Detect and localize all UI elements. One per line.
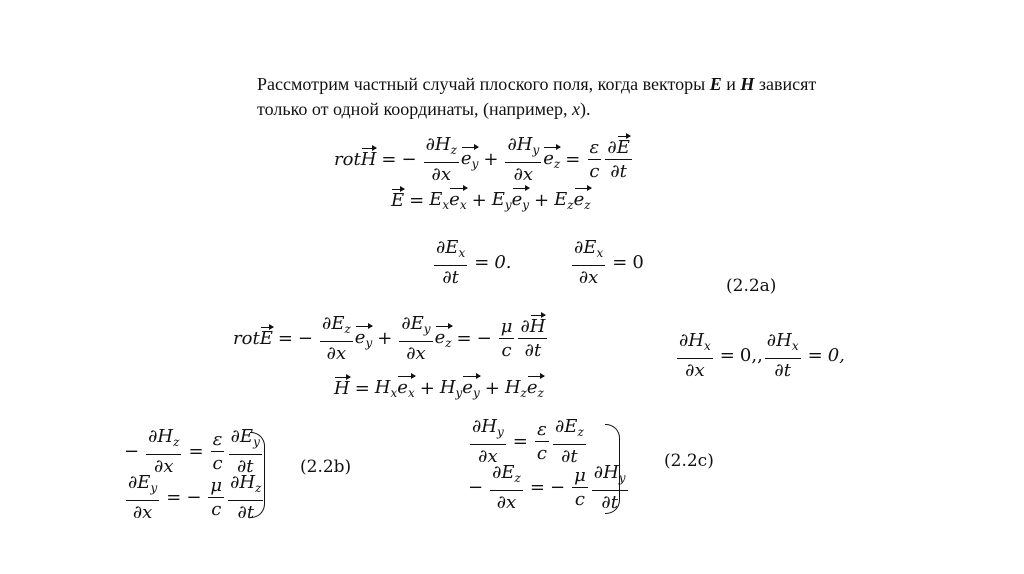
brace-right-c: [605, 424, 620, 514]
equation-e-vector: E = $E_x$ $e_x$ + $E_y$ $e_y$ + $E_z$ $e_z$: [391, 188, 591, 212]
zero-italic: 0.: [494, 252, 512, 273]
brace-right-b: [250, 432, 265, 518]
equation-label-c: (2.2c): [664, 451, 714, 471]
intro-line2a: только от одной координаты, (например,: [257, 99, 572, 119]
equation-h-vector: H = $H_x$ $e_x$ + $H_y$ $e_y$ + $H_z$ $e_z$: [334, 376, 544, 400]
intro-part2: зависят: [754, 74, 817, 94]
intro-and: и: [721, 74, 741, 94]
zero-value: 0: [632, 252, 644, 273]
system-2-2b: − $\frac{\partial H_z}{\partial x}$ = $\frac{\varepsilon}{c}$ $\frac{\partial E_y}{\partial t}$ $\frac{\partial E_y}{\partial x}$ = − $\frac{\mu}{c}$ $\frac{\partial H_z}{\partial t}$: [124, 425, 262, 523]
equation-dex-dx: $\frac{\partial E_x}{\partial x}$ = 0: [574, 237, 644, 288]
intro-H: H: [740, 74, 755, 94]
equation-dex-dt: $\frac{\partial E_x}{\partial t}$ = 0.: [436, 237, 512, 288]
equation-rot-h: rot H = − $\frac{\partial H_z}{\partial x}$ $e_y$ + $\frac{\partial H_y}{\partial x}$ $e_z$ = $\frac{\varepsilon}{c}$ $\frac{\partial E}{\partial t}$: [334, 134, 630, 185]
intro-part1: Рассмотрим частный случай плоского поля, когда векторы: [257, 74, 710, 94]
intro-line2b: ).: [579, 99, 591, 119]
intro-E: E: [709, 74, 722, 94]
equation-label-a: (2.2a): [726, 276, 777, 296]
system-2-2c: $\frac{\partial H_y}{\partial x}$ = $\frac{\varepsilon}{c}$ $\frac{\partial E_z}{\partial t}$ − $\frac{\partial E_z}{\partial x}$ = − $\frac{\mu}{c}$ $\frac{\partial H_y}{\partial t}$: [468, 415, 626, 513]
intro-text: [257, 72, 897, 122]
equation-dhx: $\frac{\partial H_x}{\partial x}$ = 0,, $\frac{\partial H_x}{\partial t}$ = 0,: [679, 330, 845, 381]
intro-x: x: [571, 99, 580, 119]
equation-label-b: (2.2b): [300, 457, 352, 477]
equation-rot-e: rot E = − $\frac{\partial E_z}{\partial x}$ $e_y$ + $\frac{\partial E_y}{\partial x}$ $e_z$ = − $\frac{\mu}{c}$ $\frac{\partial H}{\partial t}$: [233, 313, 546, 364]
